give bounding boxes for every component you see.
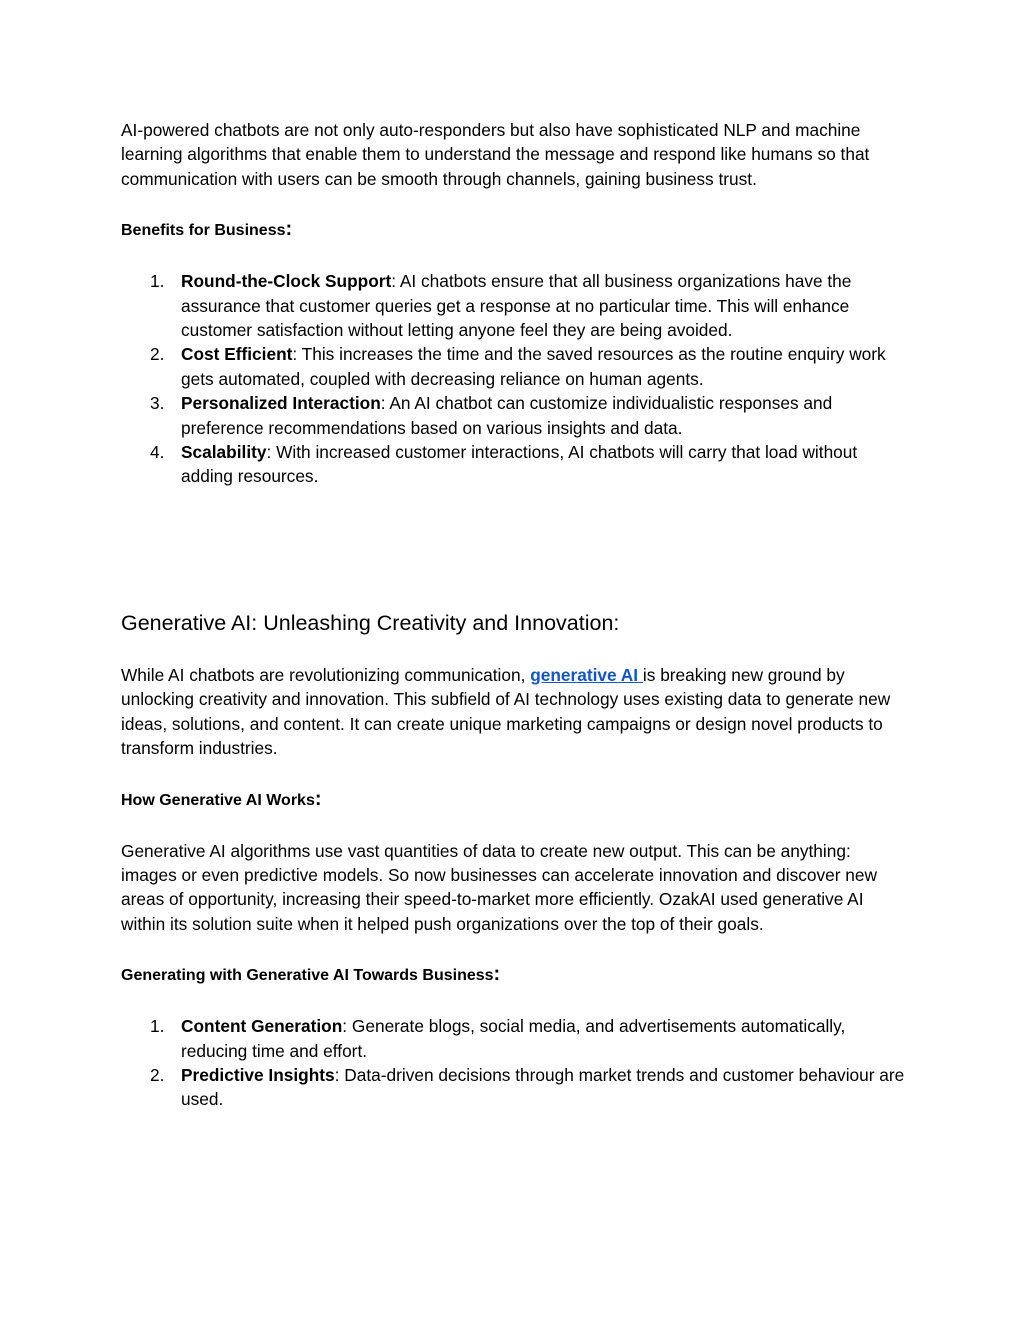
generative-text-before: While AI chatbots are revolutionizing communication, (121, 664, 531, 685)
list-item-number: 2. (150, 1064, 165, 1085)
list-item-text: : Data-driven decisions through market trends and customer behaviour are used. (181, 1064, 905, 1110)
generating-heading-text: Generating with Generative AI Towards Business (121, 967, 494, 985)
list-item-number: 2. (150, 344, 165, 365)
generative-text-after: is breaking new ground by unlocking creativity and innovation. This subfield of AI technology uses existing data to generate new ideas, solutions, and content. It can create unique marketing campaigns or design novel products to transform industries. (121, 664, 891, 759)
list-item-term: Round-the-Clock Support (181, 271, 392, 292)
list-item-term: Personalized Interaction (181, 393, 381, 414)
benefits-heading-colon: : (285, 218, 293, 241)
list-item-term: Content Generation (181, 1016, 343, 1037)
generating-heading-colon: : (493, 963, 501, 986)
generative-heading: Generative AI: Unleashing Creativity and Innovation: (121, 610, 620, 635)
list-item (121, 269, 911, 342)
how-works-heading-text: How Generative AI Works (121, 791, 315, 809)
how-works-heading (121, 787, 911, 813)
benefits-list (121, 269, 911, 489)
list-item-text: : AI chatbots ensure that all business organizations have the assurance that customer queries get a response at no particular time. This will enhance customer satisfaction without letting anyone feel they are being avoided. (181, 271, 852, 341)
generating-heading (121, 962, 911, 988)
benefits-heading-text: Benefits for Business (121, 222, 286, 240)
document-page (121, 118, 911, 1112)
list-item-number: 4. (150, 442, 165, 463)
list-item (121, 1014, 911, 1063)
list-item-text: : Generate blogs, social media, and advertisements automatically, reducing time and effort. (181, 1016, 846, 1061)
list-item-term: Scalability (181, 442, 267, 463)
list-item-number: 1. (150, 1016, 165, 1037)
benefits-heading (121, 217, 911, 243)
list-item (121, 1063, 911, 1112)
list-item (121, 391, 911, 440)
generating-list (121, 1014, 911, 1112)
list-item-text: : An AI chatbot can customize individualistic responses and preference recommendations based on various insights and data. (181, 393, 833, 438)
how-works-paragraph: Generative AI algorithms use vast quantities of data to create new output. This can be anything: images or even predictive models. So now businesses can accelerate innovation and discover new areas of opportunity, increasing their speed-to-market more efficiently. OzakAI used generative AI within its solution suite when it helped push organizations over the top of their goals. (121, 840, 877, 934)
list-item-number: 1. (150, 271, 165, 292)
list-item (121, 342, 911, 391)
list-item (121, 440, 911, 489)
generative-paragraph (121, 663, 911, 761)
intro-paragraph: AI-powered chatbots are not only auto-responders but also have sophisticated NLP and machine learning algorithms that enable them to understand the message and respond like humans so that communication with users can be smooth through channels, gaining business trust. (121, 120, 870, 189)
how-works-heading-colon: : (314, 787, 322, 810)
list-item-number: 3. (150, 393, 165, 414)
generative-ai-link[interactable]: generative AI (530, 664, 643, 685)
list-item-text: : This increases the time and the saved resources as the routine enquiry work gets automated, coupled with decreasing reliance on human agents. (181, 344, 886, 389)
list-item-text: : With increased customer interactions, AI chatbots will carry that load without adding resources. (181, 442, 858, 487)
list-item-term: Cost Efficient (181, 344, 293, 365)
list-item-term: Predictive Insights (181, 1064, 335, 1085)
